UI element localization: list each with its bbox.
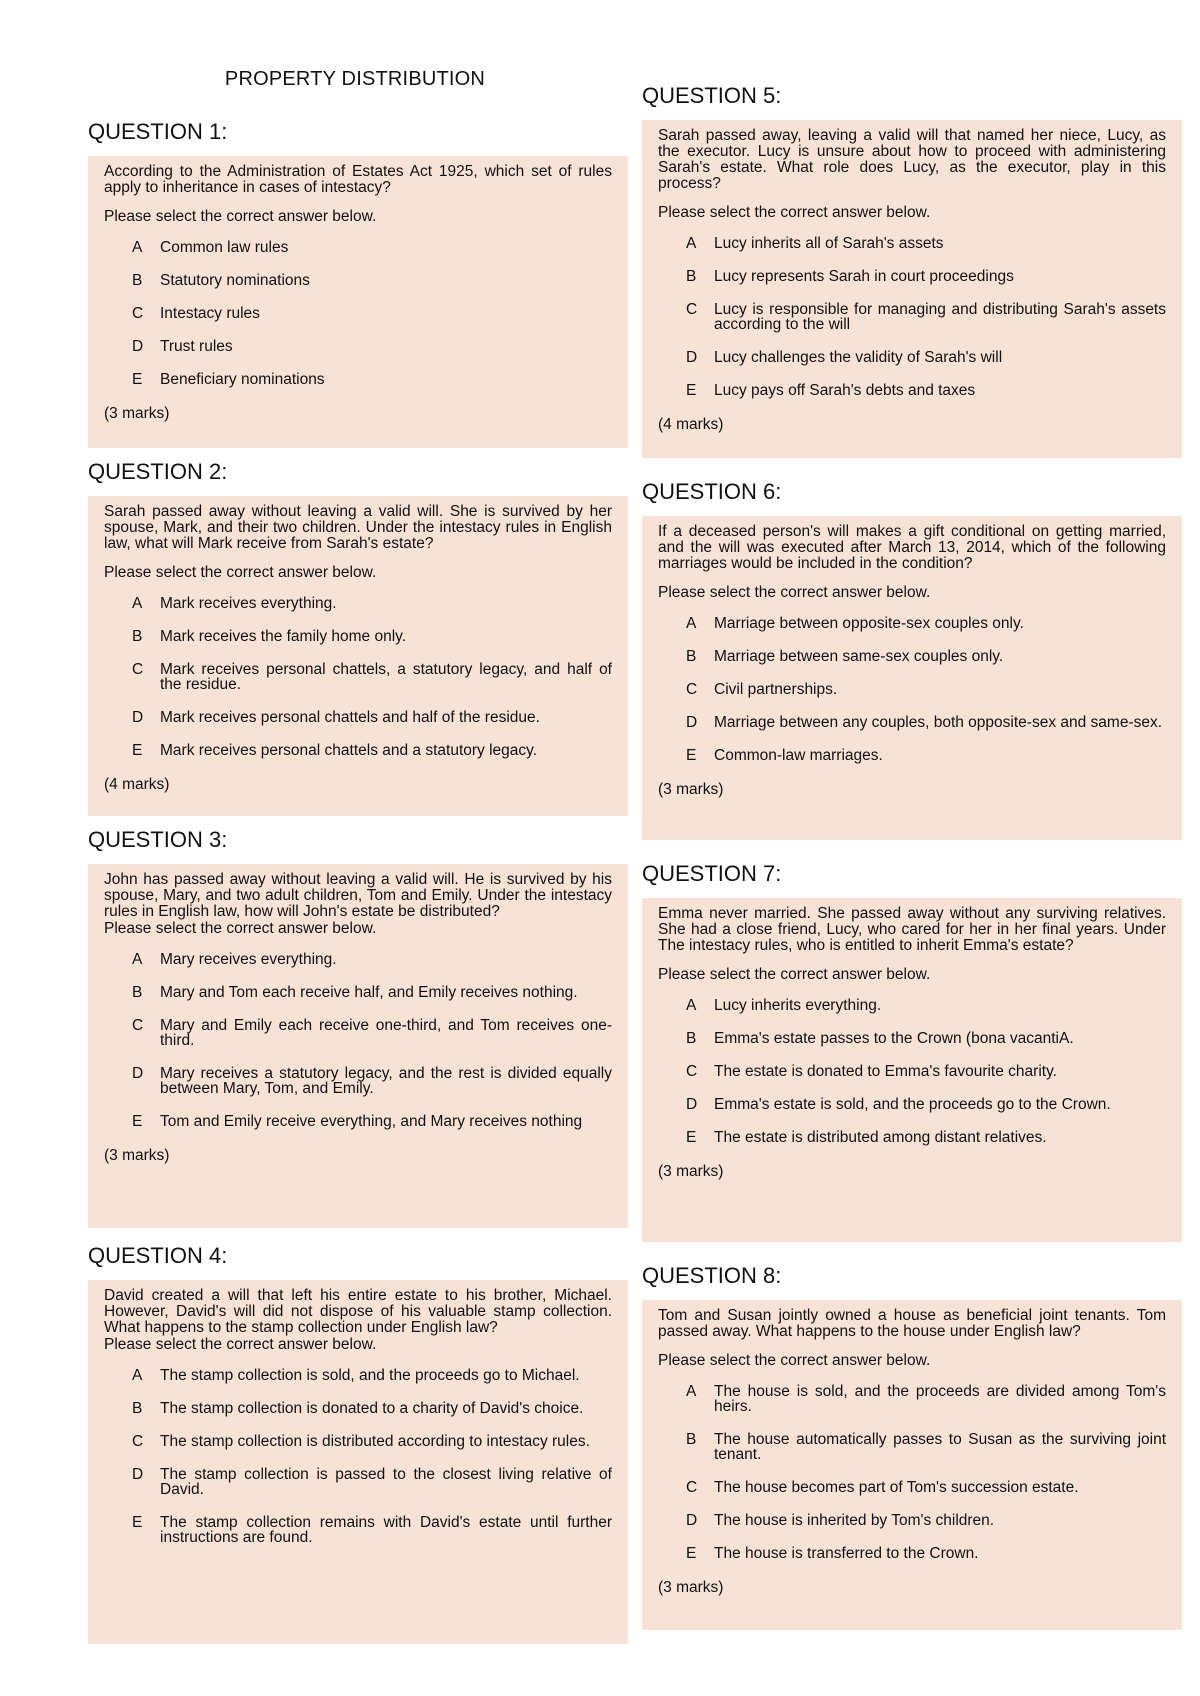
option-text: The stamp collection is distributed according to intestacy rules. xyxy=(160,1433,590,1450)
question-stem: According to the Administration of Estates Act 1925, which set of rules apply to inheritance in cases of intestacy? xyxy=(104,163,612,196)
option-letter: E xyxy=(132,1514,143,1531)
option-letter: B xyxy=(132,628,143,645)
option-text: Lucy pays off Sarah's debts and taxes xyxy=(714,382,976,399)
question-box xyxy=(642,898,1182,1242)
option-c[interactable] xyxy=(658,682,1166,697)
question-4 xyxy=(88,1242,628,1644)
option-letter: D xyxy=(686,1512,698,1529)
option-b[interactable] xyxy=(104,273,612,288)
option-letter: B xyxy=(686,1030,697,1047)
option-a[interactable] xyxy=(658,1384,1166,1414)
option-text: Lucy represents Sarah in court proceedings xyxy=(714,268,1014,285)
question-instruction: Please select the correct answer below. xyxy=(658,966,931,983)
option-text: Mary and Emily each receive one-third, and Tom receives one-third. xyxy=(160,1017,612,1049)
option-letter: E xyxy=(132,371,143,388)
option-letter: E xyxy=(686,747,697,764)
marks-label: (3 marks) xyxy=(658,1163,724,1180)
option-letter: B xyxy=(132,272,143,289)
question-heading: QUESTION 6: xyxy=(642,479,782,504)
option-letter: D xyxy=(686,349,698,366)
question-instruction: Please select the correct answer below. xyxy=(658,584,931,601)
question-instruction: Please select the correct answer below. xyxy=(658,204,931,221)
question-heading: QUESTION 3: xyxy=(88,827,228,852)
option-letter: D xyxy=(686,714,698,731)
option-a[interactable] xyxy=(104,1368,612,1383)
option-text: Mark receives personal chattels, a statutory legacy, and half of the residue. xyxy=(160,661,612,693)
marks-label: (3 marks) xyxy=(104,1147,170,1164)
option-b[interactable] xyxy=(658,649,1166,664)
option-d[interactable] xyxy=(104,1467,612,1497)
option-c[interactable] xyxy=(104,306,612,321)
option-b[interactable] xyxy=(658,1432,1166,1462)
option-text: Mark receives personal chattels and a statutory legacy. xyxy=(160,742,538,759)
marks-label: (3 marks) xyxy=(658,1579,724,1596)
option-letter: A xyxy=(132,951,143,968)
option-text: Mark receives the family home only. xyxy=(160,628,407,645)
option-text: Lucy challenges the validity of Sarah's will xyxy=(714,349,1003,366)
question-7 xyxy=(642,860,1182,1242)
option-a[interactable] xyxy=(658,236,1166,251)
option-text: Mark receives personal chattels and half of the residue. xyxy=(160,709,540,726)
option-c[interactable] xyxy=(658,1064,1166,1079)
option-letter: B xyxy=(132,984,143,1001)
option-letter: A xyxy=(132,239,143,256)
option-text: The house automatically passes to Susan as the surviving joint tenant. xyxy=(714,1431,1166,1463)
question-heading: QUESTION 5: xyxy=(642,83,782,108)
option-letter: E xyxy=(132,742,143,759)
option-d[interactable] xyxy=(658,350,1166,365)
option-c[interactable] xyxy=(104,662,612,692)
option-e[interactable] xyxy=(658,383,1166,398)
option-letter: C xyxy=(686,681,698,698)
option-text: The stamp collection is sold, and the proceeds go to Michael. xyxy=(160,1367,580,1384)
option-a[interactable] xyxy=(658,616,1166,631)
question-stem: Sarah passed away, leaving a valid will that named her niece, Lucy, as the executor. Lucy is unsure about how to proceed with administering Sarah's estate. What role does Lucy, as the executor, play in this process? xyxy=(658,127,1166,192)
option-e[interactable] xyxy=(658,1130,1166,1145)
option-letter: E xyxy=(686,1129,697,1146)
option-text: The stamp collection remains with David's estate until further instructions are found. xyxy=(160,1514,612,1546)
option-b[interactable] xyxy=(104,1401,612,1416)
question-3 xyxy=(88,826,628,1228)
question-box xyxy=(88,1280,628,1644)
option-e[interactable] xyxy=(104,743,612,758)
option-letter: C xyxy=(132,1433,144,1450)
question-stem: Sarah passed away without leaving a valid will. She is survived by her spouse, Mark, and their two children. Under the intestacy rules in English law, what will Mark receive from Sarah's estate? xyxy=(104,503,612,552)
option-text: Beneficiary nominations xyxy=(160,371,325,388)
option-letter: A xyxy=(686,1383,697,1400)
question-stem: Tom and Susan jointly owned a house as beneficial joint tenants. Tom passed away. What happens to the house under English law? xyxy=(658,1307,1166,1340)
marks-label: (3 marks) xyxy=(104,405,170,422)
option-e[interactable] xyxy=(658,748,1166,763)
option-e[interactable] xyxy=(104,1515,612,1545)
option-d[interactable] xyxy=(658,1097,1166,1112)
option-d[interactable] xyxy=(104,339,612,354)
option-d[interactable] xyxy=(658,1513,1166,1528)
question-box xyxy=(88,864,628,1228)
option-b[interactable] xyxy=(658,269,1166,284)
option-c[interactable] xyxy=(658,1480,1166,1495)
option-letter: C xyxy=(132,305,144,322)
question-1 xyxy=(88,118,628,448)
question-6 xyxy=(642,478,1182,840)
option-text: The stamp collection is passed to the closest living relative of David. xyxy=(160,1466,612,1498)
option-b[interactable] xyxy=(658,1031,1166,1046)
option-a[interactable] xyxy=(104,596,612,611)
marks-label: (4 marks) xyxy=(104,776,170,793)
option-text: Statutory nominations xyxy=(160,272,310,289)
option-c[interactable] xyxy=(658,302,1166,332)
question-box xyxy=(642,1300,1182,1630)
question-stem: If a deceased person's will makes a gift conditional on getting married, and the will was executed after March 13, 2014, which of the following marriages would be included in the condition? xyxy=(658,523,1166,572)
left-column xyxy=(88,118,628,1644)
option-letter: E xyxy=(686,382,697,399)
option-text: Common law rules xyxy=(160,239,289,256)
option-text: Mary receives a statutory legacy, and the rest is divided equally between Mary, Tom, and Emily. xyxy=(160,1065,612,1097)
option-text: Mary and Tom each receive half, and Emily receives nothing. xyxy=(160,984,578,1001)
option-letter: C xyxy=(686,301,698,318)
option-text: The stamp collection is donated to a charity of David's choice. xyxy=(160,1400,584,1417)
question-instruction: Please select the correct answer below. xyxy=(104,208,377,225)
marks-label: (4 marks) xyxy=(658,416,724,433)
option-c[interactable] xyxy=(104,1434,612,1449)
question-heading: QUESTION 1: xyxy=(88,119,228,144)
option-a[interactable] xyxy=(658,998,1166,1013)
question-heading: QUESTION 8: xyxy=(642,1263,782,1288)
option-b[interactable] xyxy=(104,985,612,1000)
option-b[interactable] xyxy=(104,629,612,644)
question-instruction: Please select the correct answer below. xyxy=(104,1336,377,1353)
question-box xyxy=(642,516,1182,840)
option-text: The house is sold, and the proceeds are divided among Tom's heirs. xyxy=(714,1383,1166,1415)
option-letter: C xyxy=(132,661,144,678)
option-letter: C xyxy=(132,1017,144,1034)
option-text: Marriage between same-sex couples only. xyxy=(714,648,1004,665)
option-letter: B xyxy=(686,268,697,285)
option-letter: D xyxy=(686,1096,698,1113)
option-text: The house is transferred to the Crown. xyxy=(714,1545,979,1562)
option-letter: D xyxy=(132,709,144,726)
option-text: Lucy inherits all of Sarah's assets xyxy=(714,235,944,252)
question-stem: John has passed away without leaving a valid will. He is survived by his spouse, Mary, and two adult children, Tom and Emily. Under the intestacy rules in English law, how will John's estate be distributed? xyxy=(104,871,612,920)
option-text: Lucy inherits everything. xyxy=(714,997,882,1014)
option-text: The house becomes part of Tom's succession estate. xyxy=(714,1479,1079,1496)
option-e[interactable] xyxy=(658,1546,1166,1561)
question-instruction: Please select the correct answer below. xyxy=(658,1352,931,1369)
option-letter: B xyxy=(686,648,697,665)
option-letter: A xyxy=(686,235,697,252)
option-c[interactable] xyxy=(104,1018,612,1048)
question-2 xyxy=(88,458,628,816)
question-heading: QUESTION 7: xyxy=(642,861,782,886)
question-stem: David created a will that left his entire estate to his brother, Michael. However, David's will did not dispose of his valuable stamp collection. What happens to the stamp collection under English law? xyxy=(104,1287,612,1336)
question-instruction: Please select the correct answer below. xyxy=(104,920,377,937)
question-box xyxy=(642,120,1182,458)
option-text: The house is inherited by Tom's children. xyxy=(714,1512,995,1529)
option-e[interactable] xyxy=(104,1114,612,1129)
question-stem: Emma never married. She passed away without any surviving relatives. She had a close friend, Lucy, who cared for her in her final years. Under The intestacy rules, who is entitled to inherit Emma's estate? xyxy=(658,905,1166,954)
question-heading: QUESTION 4: xyxy=(88,1243,228,1268)
question-5 xyxy=(642,82,1182,458)
option-text: Lucy is responsible for managing and distributing Sarah's assets according to the will xyxy=(714,301,1166,333)
option-text: Intestacy rules xyxy=(160,305,260,322)
option-text: The estate is distributed among distant relatives. xyxy=(714,1129,1047,1146)
option-letter: E xyxy=(132,1113,143,1130)
option-e[interactable] xyxy=(104,372,612,387)
option-text: Mark receives everything. xyxy=(160,595,337,612)
option-letter: C xyxy=(686,1063,698,1080)
question-heading: QUESTION 2: xyxy=(88,459,228,484)
marks-label: (3 marks) xyxy=(658,781,724,798)
question-8 xyxy=(642,1262,1182,1630)
option-letter: D xyxy=(132,338,144,355)
question-box xyxy=(88,156,628,448)
question-instruction: Please select the correct answer below. xyxy=(104,564,377,581)
option-d[interactable] xyxy=(104,710,612,725)
option-text: The estate is donated to Emma's favourite charity. xyxy=(714,1063,1057,1080)
option-text: Emma's estate passes to the Crown (bona vacantiA. xyxy=(714,1030,1074,1047)
option-letter: A xyxy=(686,997,697,1014)
option-text: Marriage between opposite-sex couples only. xyxy=(714,615,1024,632)
option-letter: C xyxy=(686,1479,698,1496)
option-d[interactable] xyxy=(658,715,1166,730)
page-title: PROPERTY DISTRIBUTION xyxy=(224,68,486,90)
right-column xyxy=(642,82,1182,1630)
option-text: Mary receives everything. xyxy=(160,951,337,968)
option-letter: B xyxy=(132,1400,143,1417)
option-d[interactable] xyxy=(104,1066,612,1096)
option-letter: E xyxy=(686,1545,697,1562)
option-a[interactable] xyxy=(104,240,612,255)
option-letter: A xyxy=(686,615,697,632)
option-letter: A xyxy=(132,1367,143,1384)
question-box xyxy=(88,496,628,816)
option-letter: D xyxy=(132,1065,144,1082)
option-text: Common-law marriages. xyxy=(714,747,883,764)
option-text: Emma's estate is sold, and the proceeds go to the Crown. xyxy=(714,1096,1111,1113)
option-text: Tom and Emily receive everything, and Mary receives nothing xyxy=(160,1113,583,1130)
option-letter: B xyxy=(686,1431,697,1448)
option-letter: A xyxy=(132,595,143,612)
option-letter: D xyxy=(132,1466,144,1483)
option-text: Civil partnerships. xyxy=(714,681,838,698)
option-a[interactable] xyxy=(104,952,612,967)
option-text: Trust rules xyxy=(160,338,233,355)
option-text: Marriage between any couples, both opposite-sex and same-sex. xyxy=(714,714,1163,731)
